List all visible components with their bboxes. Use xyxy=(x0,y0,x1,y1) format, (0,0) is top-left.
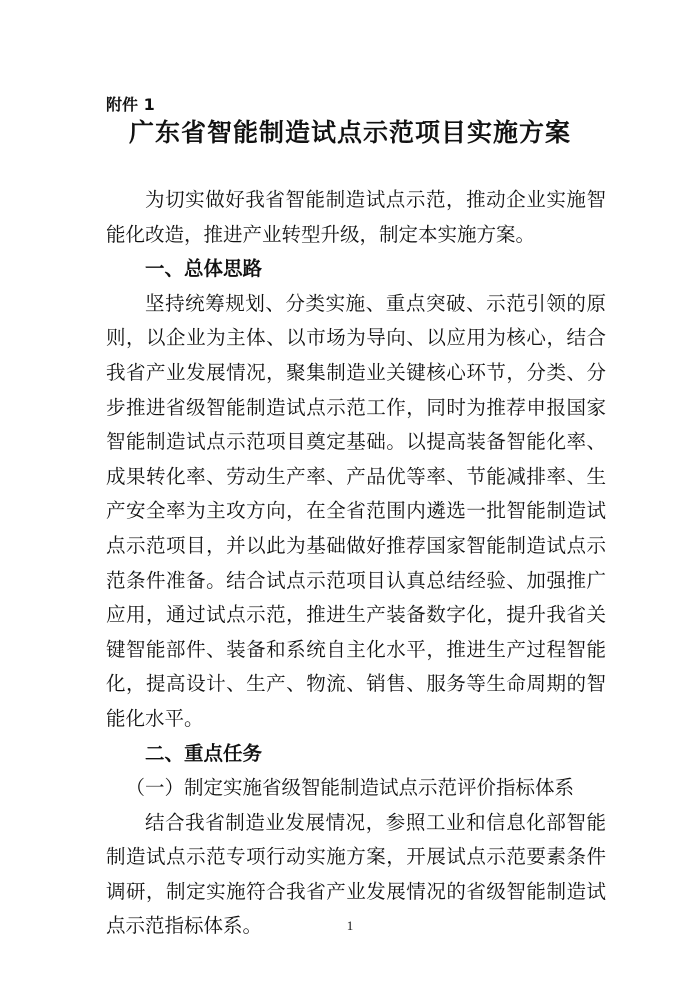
subsection-paragraph-evaluation-system: 结合我省制造业发展情况，参照工业和信息化部智能制造试点示范专项行动实施方案，开展试点示范要素条件调研，制定实施符合我省产业发展情况的省级智能制造试点示范指标体系。 xyxy=(106,810,606,938)
document-body xyxy=(106,183,606,944)
document-title: 广东省智能制造试点示范项目实施方案 xyxy=(128,118,571,147)
attachment-label: 附件 1 xyxy=(106,95,155,114)
section-heading-key-tasks: 二、重点任务 xyxy=(145,741,263,765)
section-heading-overall-approach: 一、总体思路 xyxy=(145,257,263,281)
page-number: 1 xyxy=(346,918,354,933)
section-paragraph-overall-approach: 坚持统筹规划、分类实施、重点突破、示范引领的原则，以企业为主体、以市场为导向、以应用为核心，结合我省产业发展情况，聚集制造业关键核心环节，分类、分步推进省级智能制造试点示范工作，同时为推荐申报国家智能制造试点示范项目奠定基础。以提高装备智能化率、成果转化率、劳动生产率、产品优等率、节能减排率、生产安全率为主攻方向，在全省范围内遴选一批智能制造试点示范项目，并以此为基础做好推荐国家智能制造试点示范条件准备。结合试点示范项目认真总结经验、加强推广应用，通过试点示范，推进生产装备数字化，提升我省关键智能部件、装备和系统自主化水平，推进生产过程智能化，提高设计、生产、物流、销售、服务等生命周期的智能化水平。 xyxy=(106,291,606,730)
intro-paragraph: 为切实做好我省智能制造试点示范，推动企业实施智能化改造，推进产业转型升级，制定本实施方案。 xyxy=(106,188,606,246)
subsection-heading-evaluation-system: （一）制定实施省级智能制造试点示范评价指标体系 xyxy=(125,776,575,800)
